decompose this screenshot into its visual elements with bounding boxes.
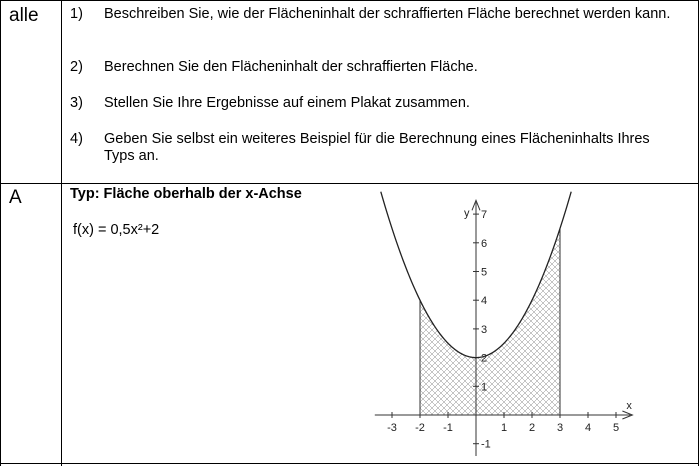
x-tick-label: -2 bbox=[415, 422, 425, 434]
task-number: 1) bbox=[70, 6, 83, 22]
x-tick-label: -3 bbox=[387, 422, 397, 434]
y-tick-label: 6 bbox=[481, 237, 488, 250]
task-text: Berechnen Sie den Flächeninhalt der schraffierten Fläche. bbox=[104, 59, 478, 75]
task-text: Geben Sie selbst ein weiteres Beispiel für die Berechnung eines Flächeninhalts Ihres Typs an. bbox=[104, 131, 650, 164]
x-tick-label: 5 bbox=[612, 422, 620, 434]
task-number: 3) bbox=[70, 95, 83, 111]
y-tick-label: -1 bbox=[481, 438, 491, 451]
x-tick-label: 1 bbox=[500, 422, 508, 434]
y-tick-label: 1 bbox=[481, 381, 488, 394]
y-tick-label: 3 bbox=[481, 323, 488, 336]
x-tick-label: 2 bbox=[528, 422, 536, 434]
task-number: 2) bbox=[70, 59, 83, 75]
x-axis-label: x bbox=[626, 400, 632, 412]
y-tick-label: 2 bbox=[481, 352, 488, 365]
y-axis-label: y bbox=[464, 207, 470, 220]
function-formula: f(x) = 0,5x²+2 bbox=[73, 222, 160, 238]
y-tick-label: 7 bbox=[481, 209, 488, 222]
section-title: Typ: Fläche oberhalb der x-Achse bbox=[70, 186, 302, 202]
shaded-area bbox=[420, 228, 560, 415]
task-text: Beschreiben Sie, wie der Flächeninhalt der schraffierten Fläche berechnet werden kann. bbox=[104, 6, 671, 22]
x-tick-label: 3 bbox=[556, 422, 564, 434]
y-tick-label: 5 bbox=[481, 266, 488, 279]
row-tag-a: A bbox=[9, 187, 22, 208]
y-tick-label: 4 bbox=[481, 295, 488, 308]
task-text: Stellen Sie Ihre Ergebnisse auf einem Plakat zusammen. bbox=[104, 95, 470, 111]
task-number: 4) bbox=[70, 131, 83, 147]
x-tick-label: -1 bbox=[443, 422, 453, 434]
row-tag-alle: alle bbox=[9, 5, 39, 26]
x-tick-label: 4 bbox=[584, 422, 592, 434]
